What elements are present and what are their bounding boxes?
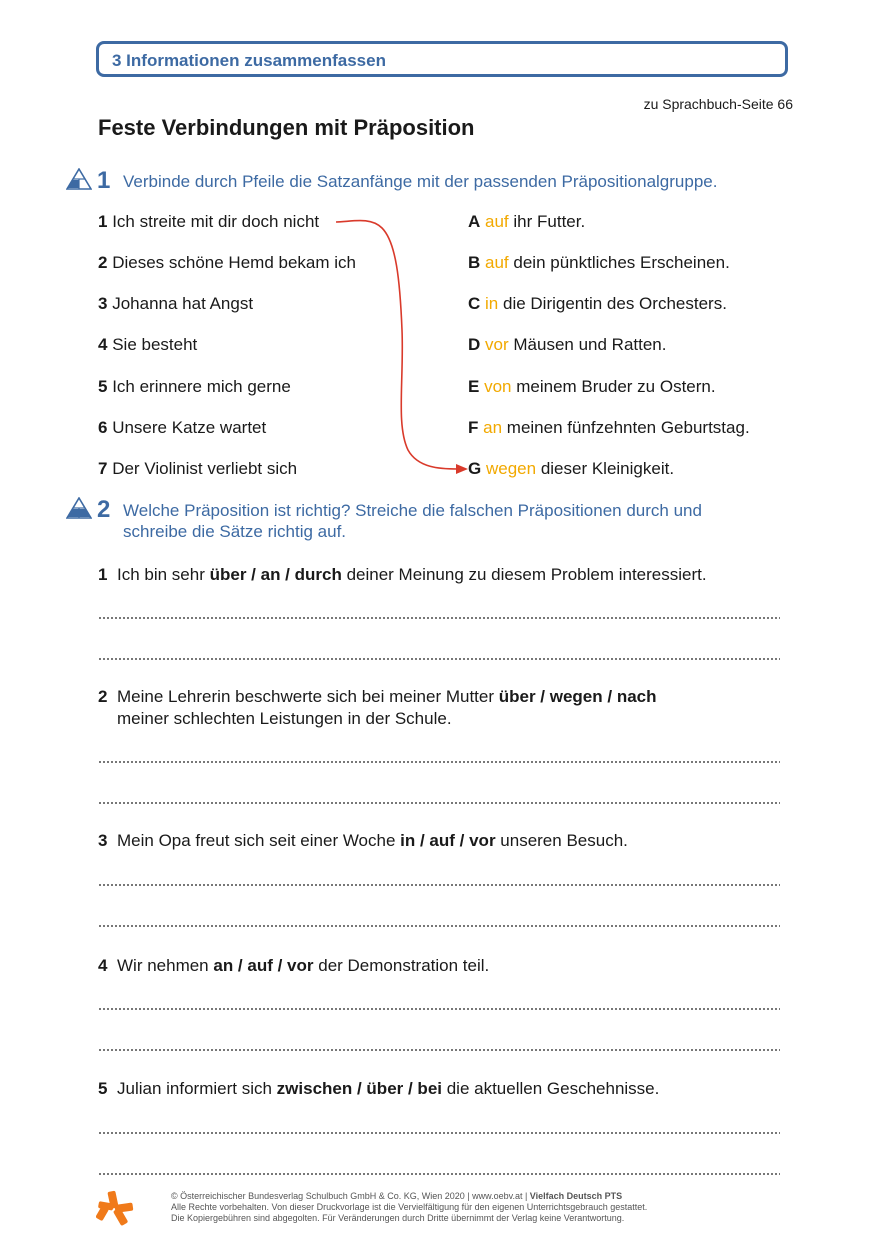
task-2-number: 2 — [97, 496, 111, 523]
answer-line[interactable] — [98, 657, 780, 661]
left-item-number: 7 — [98, 459, 108, 478]
question-1 — [98, 564, 777, 586]
left-item-3 — [98, 294, 253, 314]
right-item-text: die Dirigentin des Orchesters. — [502, 294, 727, 313]
question-text: Mein Opa freut sich seit einer Woche in / auf / vor unseren Besuch. — [117, 831, 628, 850]
right-item-text: Mäusen und Ratten. — [513, 335, 667, 354]
left-item-4 — [98, 335, 197, 355]
arrow-curve — [336, 221, 458, 470]
right-item-letter: G — [468, 459, 482, 478]
right-item-text: dein pünktliches Erscheinen. — [513, 253, 730, 272]
left-item-number: 1 — [98, 212, 108, 231]
chapter-title: 3 Informationen zusammenfassen — [112, 51, 386, 70]
page-reference: zu Sprachbuch-Seite 66 — [643, 96, 793, 112]
question-3 — [98, 830, 777, 852]
right-item-letter: C — [468, 294, 481, 313]
question-4 — [98, 955, 777, 977]
arrow-head — [456, 464, 468, 474]
left-item-text: Der Violinist verliebt sich — [112, 459, 298, 478]
answer-line[interactable] — [98, 883, 780, 887]
chapter-header — [96, 41, 788, 77]
left-item-text: Johanna hat Angst — [112, 294, 254, 313]
question-number: 5 — [98, 1079, 108, 1098]
question-5 — [98, 1078, 777, 1100]
left-item-2 — [98, 253, 356, 273]
right-item-text: meinem Bruder zu Ostern. — [516, 377, 716, 396]
left-item-number: 3 — [98, 294, 108, 313]
question-number: 2 — [98, 687, 108, 706]
answer-line[interactable] — [98, 1131, 780, 1135]
answer-line[interactable] — [98, 924, 780, 928]
example-arrow — [330, 210, 475, 480]
preposition: vor — [485, 335, 509, 354]
preposition-choices: in / auf / vor — [400, 831, 496, 850]
left-item-text: Ich streite mit dir doch nicht — [112, 212, 320, 231]
right-item-letter: A — [468, 212, 481, 231]
answer-line[interactable] — [98, 1172, 780, 1176]
left-item-7 — [98, 459, 297, 479]
left-item-5 — [98, 377, 291, 397]
preposition: von — [484, 377, 512, 396]
preposition: auf — [485, 212, 509, 231]
right-item-e — [468, 377, 716, 397]
preposition-choices: zwischen / über / bei — [276, 1079, 442, 1098]
answer-line[interactable] — [98, 760, 780, 764]
left-item-text: Ich erinnere mich gerne — [112, 377, 291, 396]
task-2-instruction: Welche Präposition ist richtig? Streiche die falschen Präpositionen durch und schreibe die Sätze richtig auf. — [123, 501, 702, 541]
right-item-letter: B — [468, 253, 481, 272]
left-item-number: 2 — [98, 253, 108, 272]
footer-line-2: Alle Rechte vorbehalten. Von dieser Druckvorlage ist die Vervielfältigung für den eigenen Unterrichtsgebrauch gestattet. — [171, 1202, 648, 1212]
question-text: Julian informiert sich zwischen / über / bei die aktuellen Geschehnisse. — [117, 1079, 660, 1098]
difficulty-pyramid-icon — [66, 168, 92, 190]
question-number: 3 — [98, 831, 108, 850]
preposition: in — [485, 294, 499, 313]
preposition: wegen — [485, 459, 537, 478]
task-1-instruction: Verbinde durch Pfeile die Satzanfänge mit der passenden Präpositionalgruppe. — [123, 172, 718, 191]
task-1-number: 1 — [97, 167, 111, 194]
question-text: Ich bin sehr über / an / durch deiner Meinung zu diesem Problem interessiert. — [117, 565, 707, 584]
right-item-text: meinen fünfzehnten Geburtstag. — [506, 418, 750, 437]
footer-copyright — [171, 1191, 647, 1224]
left-item-1 — [98, 212, 319, 232]
difficulty-pyramid-icon — [66, 497, 92, 519]
left-item-text: Unsere Katze wartet — [112, 418, 267, 437]
right-item-d — [468, 335, 666, 355]
page-title: Feste Verbindungen mit Präposition — [98, 115, 475, 140]
left-item-text: Sie besteht — [112, 335, 198, 354]
right-item-letter: F — [468, 418, 479, 437]
right-item-f — [468, 418, 750, 438]
right-item-a — [468, 212, 585, 232]
right-item-letter: E — [468, 377, 480, 396]
preposition-choices: über / an / durch — [209, 565, 342, 584]
left-item-text: Dieses schöne Hemd bekam ich — [112, 253, 356, 272]
preposition: an — [483, 418, 503, 437]
question-2 — [98, 686, 697, 730]
footer-line-1: © Österreichischer Bundesverlag Schulbuch GmbH & Co. KG, Wien 2020 | www.oebv.at | Vielfach Deutsch PTS — [171, 1191, 623, 1201]
question-text: Wir nehmen an / auf / vor der Demonstration teil. — [117, 956, 490, 975]
preposition-choices: an / auf / vor — [213, 956, 314, 975]
question-text: Meine Lehrerin beschwerte sich bei meiner Mutter über / wegen / nach meiner schlechten Leistungen in der Schule. — [117, 687, 657, 728]
left-item-number: 4 — [98, 335, 108, 354]
right-item-c — [468, 294, 727, 314]
question-number: 4 — [98, 956, 108, 975]
question-number: 1 — [98, 565, 108, 584]
right-item-letter: D — [468, 335, 481, 354]
right-item-g — [468, 459, 674, 479]
publisher-logo-icon — [96, 1190, 134, 1228]
right-item-b — [468, 253, 730, 273]
right-item-text: dieser Kleinigkeit. — [540, 459, 675, 478]
right-item-text: ihr Futter. — [513, 212, 586, 231]
preposition: auf — [485, 253, 509, 272]
footer-line-3: Die Kopiergebühren sind abgegolten. Für Veränderungen durch Dritte übernimmt der Verlag keine Verantwortung. — [171, 1213, 625, 1223]
preposition-choices: über / wegen / nach — [498, 687, 657, 706]
answer-line[interactable] — [98, 1048, 780, 1052]
left-item-number: 5 — [98, 377, 108, 396]
left-item-number: 6 — [98, 418, 108, 437]
answer-line[interactable] — [98, 616, 780, 620]
answer-line[interactable] — [98, 1007, 780, 1011]
left-item-6 — [98, 418, 266, 438]
answer-line[interactable] — [98, 801, 780, 805]
